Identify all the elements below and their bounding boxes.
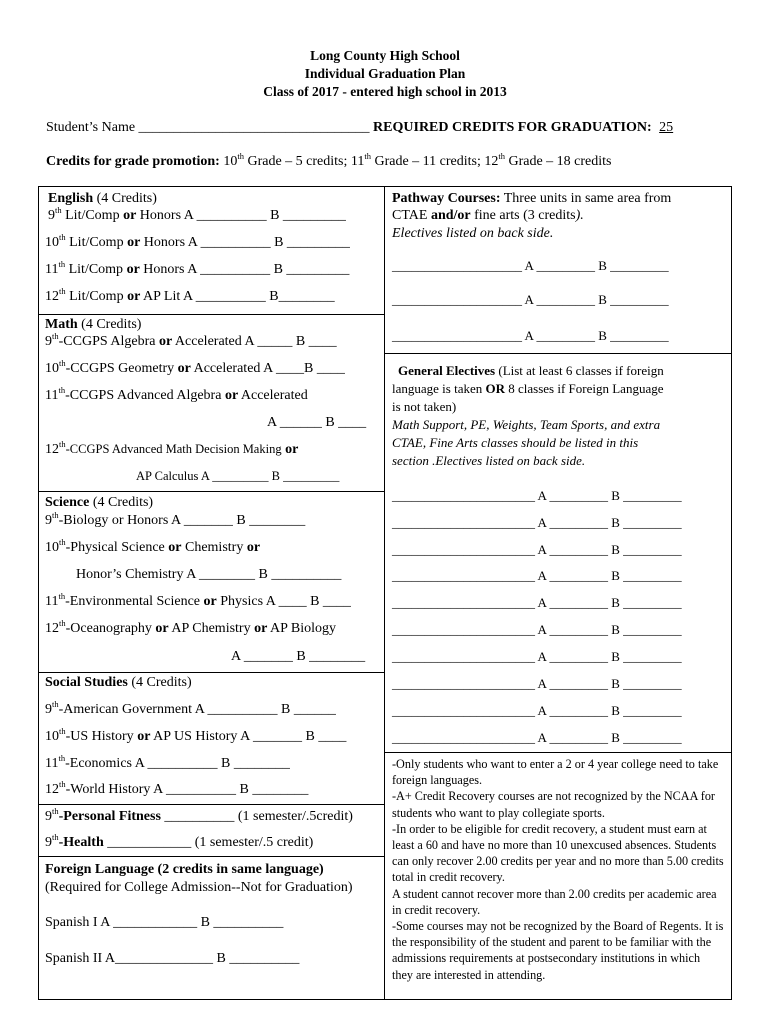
divider-pathway-general bbox=[384, 353, 732, 354]
social-row-10[interactable]: 10th-US History or AP US History A _______ B ____ bbox=[45, 726, 347, 744]
note-credit-recovery-limit: A student cannot recover more than 2.00 credits per academic area in credit recovery. bbox=[392, 886, 717, 917]
general-elective-row[interactable]: ______________________ A _________ B _________ bbox=[392, 595, 682, 610]
student-name-label: Student’s Name bbox=[46, 120, 136, 135]
science-heading: Science (4 Credits) bbox=[45, 495, 154, 510]
foreign-language-heading: Foreign Language (2 credits in same language) bbox=[45, 862, 324, 877]
general-elective-row[interactable]: ______________________ A _________ B _________ bbox=[392, 622, 682, 637]
pathway-course-row[interactable]: ____________________ A _________ B _________ bbox=[392, 292, 669, 307]
pathway-electives-note: Electives listed on back side. bbox=[392, 226, 554, 241]
general-elective-row[interactable]: ______________________ A _________ B _________ bbox=[392, 676, 682, 691]
english-row-12[interactable]: 12th Lit/Comp or AP Lit A __________ B________ bbox=[45, 286, 335, 304]
student-name-field[interactable]: _________________________________ bbox=[138, 120, 370, 135]
english-row-11[interactable]: 11th Lit/Comp or Honors A __________ B _________ bbox=[45, 259, 350, 277]
english-row-9[interactable]: 9th Lit/Comp or Honors A __________ B _________ bbox=[48, 205, 346, 223]
math-row-10[interactable]: 10th-CCGPS Geometry or Accelerated A ____B ____ bbox=[45, 358, 345, 376]
social-heading: Social Studies (4 Credits) bbox=[45, 675, 192, 690]
general-elective-row[interactable]: ______________________ A _________ B _________ bbox=[392, 488, 682, 503]
pathway-heading: Pathway Courses: Three units in same area from bbox=[392, 191, 672, 206]
personal-fitness-row[interactable]: 9th-Personal Fitness __________ (1 semester/.5credit) bbox=[45, 806, 353, 824]
note-board-of-regents: -Some courses may not be recognized by the Board of Regents. It is the responsibility of the student and parent to be familiar with the admissions requirements at postsecondary institutions in which they are interested in attending. bbox=[392, 919, 724, 982]
social-row-11[interactable]: 11th-Economics A __________ B ________ bbox=[45, 753, 290, 771]
note-credit-recovery-eligibility: -In order to be eligible for credit recovery, a student must earn at least a 60 and have no more than 10 unexcused absences. Students can only recover 2.00 credits per year and no more than 5.00 credits total in credit recovery. bbox=[392, 821, 724, 885]
general-electives-italic-2: CTAE, Fine Arts classes should be listed in this bbox=[392, 435, 639, 450]
science-row-10[interactable]: 10th-Physical Science or Chemistry or bbox=[45, 537, 261, 555]
table-bottom-border bbox=[38, 999, 732, 1000]
foreign-language-note: (Required for College Admission--Not for Graduation) bbox=[45, 880, 353, 895]
plan-title: Individual Graduation Plan bbox=[304, 66, 466, 81]
table-left-border bbox=[38, 186, 39, 1000]
table-top-border bbox=[38, 186, 732, 187]
promotion-row: Credits for grade promotion: 10th Grade – 5 credits; 11th Grade – 11 credits; 12th Grade – 18 credits bbox=[46, 151, 612, 169]
general-electives-line3: is not taken) bbox=[392, 399, 457, 414]
health-row[interactable]: 9th-Health ____________ (1 semester/.5 credit) bbox=[45, 832, 314, 850]
general-elective-row[interactable]: ______________________ A _________ B _________ bbox=[392, 542, 682, 557]
divider-science-social bbox=[38, 672, 385, 673]
spanish-1-row[interactable]: Spanish I A ____________ B __________ bbox=[45, 915, 284, 930]
science-row-12[interactable]: 12th-Oceanography or AP Chemistry or AP Biology bbox=[45, 618, 337, 636]
student-name-row: Student’s Name _________________________________ REQUIRED CREDITS FOR GRADUATION: 25 bbox=[46, 120, 674, 135]
divider-pe-foreign bbox=[38, 856, 385, 857]
divider-general-notes bbox=[384, 752, 732, 753]
note-foreign-language: -Only students who want to enter a 2 or 4 year college need to take foreign languages. bbox=[392, 757, 719, 788]
social-row-12[interactable]: 12th-World History A __________ B ________ bbox=[45, 779, 309, 797]
math-row-12[interactable]: 12th-CCGPS Advanced Math Decision Making or bbox=[45, 439, 299, 457]
science-row-9[interactable]: 9th-Biology or Honors A _______ B ________ bbox=[45, 510, 306, 528]
required-credits-label: REQUIRED CREDITS FOR GRADUATION bbox=[373, 120, 647, 135]
science-row-12-grades[interactable]: A _______ B ________ bbox=[231, 649, 366, 664]
general-elective-row[interactable]: ______________________ A _________ B _________ bbox=[392, 568, 682, 583]
notes-block bbox=[392, 756, 724, 983]
general-electives-line2: language is taken OR 8 classes if Foreign Language bbox=[392, 381, 664, 396]
math-heading: Math (4 Credits) bbox=[45, 317, 142, 332]
pathway-course-row[interactable]: ____________________ A _________ B _________ bbox=[392, 258, 669, 273]
table-center-divider bbox=[384, 186, 385, 1000]
social-row-9[interactable]: 9th-American Government A __________ B ______ bbox=[45, 699, 336, 717]
divider-social-pe bbox=[38, 804, 385, 805]
english-row-10[interactable]: 10th Lit/Comp or Honors A __________ B _________ bbox=[45, 232, 350, 250]
science-row-11[interactable]: 11th-Environmental Science or Physics A ____ B ____ bbox=[45, 591, 351, 609]
spanish-2-row[interactable]: Spanish II A______________ B __________ bbox=[45, 951, 300, 966]
class-line: Class of 2017 - entered high school in 2013 bbox=[263, 84, 507, 99]
math-ap-calculus[interactable]: AP Calculus A _________ B _________ bbox=[136, 469, 340, 483]
english-heading: English (4 Credits) bbox=[48, 191, 157, 206]
divider-english-math bbox=[38, 314, 385, 315]
pathway-course-row[interactable]: ____________________ A _________ B _________ bbox=[392, 328, 669, 343]
required-credits-value: 25 bbox=[659, 120, 674, 135]
pathway-subtext: CTAE and/or fine arts (3 credits). bbox=[392, 208, 584, 223]
math-row-11[interactable]: 11th-CCGPS Advanced Algebra or Accelerated bbox=[45, 385, 308, 403]
general-elective-row[interactable]: ______________________ A _________ B _________ bbox=[392, 515, 682, 530]
divider-math-science bbox=[38, 491, 385, 492]
promotion-label: Credits for grade promotion bbox=[46, 154, 216, 169]
table-right-border bbox=[731, 186, 732, 1000]
general-elective-row[interactable]: ______________________ A _________ B _________ bbox=[392, 703, 682, 718]
math-row-11-grades[interactable]: A ______ B ____ bbox=[267, 415, 367, 430]
general-electives-heading: General Electives (List at least 6 classes if foreign bbox=[398, 363, 664, 378]
note-credit-recovery-ncaa: -A+ Credit Recovery courses are not recognized by the NCAA for students who want to play collegiate sports. bbox=[392, 789, 715, 820]
general-elective-row[interactable]: ______________________ A _________ B _________ bbox=[392, 730, 682, 745]
math-row-9[interactable]: 9th-CCGPS Algebra or Accelerated A _____ B ____ bbox=[45, 331, 337, 349]
general-electives-italic-3: section .Electives listed on back side. bbox=[392, 453, 586, 468]
school-name: Long County High School bbox=[310, 48, 460, 63]
general-electives-italic-1: Math Support, PE, Weights, Team Sports, and extra bbox=[392, 417, 661, 432]
general-elective-row[interactable]: ______________________ A _________ B _________ bbox=[392, 649, 682, 664]
science-honors-chemistry[interactable]: Honor’s Chemistry A ________ B __________ bbox=[76, 567, 342, 582]
